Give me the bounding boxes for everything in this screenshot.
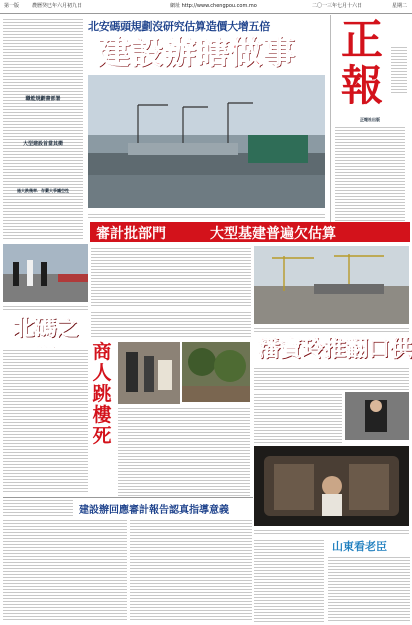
audit-title-a: 審計批部門 <box>96 226 166 242</box>
car-photo <box>254 446 409 526</box>
bottom-intro <box>3 498 73 516</box>
plants-photo <box>182 342 250 402</box>
audit-article-2 <box>91 310 251 338</box>
pan-small-photo <box>345 392 409 440</box>
corner-headline-box <box>328 538 410 552</box>
lead-article-column-1 <box>3 17 83 239</box>
harbor-photo <box>88 75 325 208</box>
corner-article <box>328 555 410 622</box>
publisher-info <box>335 125 405 225</box>
bottom-title: 建設辦回應審計報告認真指導意義 <box>79 505 229 516</box>
pan-title: 潘寶玲推翻口供 <box>258 337 412 362</box>
shang-title: 商人跳樓死 <box>92 341 112 447</box>
subhead-2: 大型建設首當其衝 <box>22 141 63 147</box>
page-number: 第一版 <box>4 3 20 9</box>
construction-photo <box>254 246 409 324</box>
bottom-article-1 <box>3 518 127 622</box>
scene-photo <box>118 342 180 404</box>
officials-caption <box>3 304 88 312</box>
publisher-line: 正報社出版 <box>360 117 380 122</box>
masthead <box>330 15 409 230</box>
logo-side-text <box>391 45 407 95</box>
shang-headline-box <box>91 341 115 447</box>
page-header <box>0 0 412 14</box>
north-headline-box <box>3 314 88 346</box>
subhead-3: 過大跌幾率．存嚴大爭議空性 <box>17 188 69 193</box>
north-title: 北碼之 <box>12 316 79 341</box>
pan-headline-box <box>254 336 412 364</box>
pan-article-top <box>254 366 409 390</box>
website: 網址 http://www.chengpou.com.mo <box>170 3 257 9</box>
construction-caption <box>254 326 409 332</box>
audit-title-b: 大型基建普遍欠估算 <box>210 226 336 242</box>
corner-article-left <box>254 538 324 622</box>
issue-date: 二〇一三年七月十六日 <box>312 3 363 9</box>
lunar-date: 農曆癸巳年六月初九日 <box>32 3 83 9</box>
car-caption <box>254 528 409 534</box>
lead-title-top: 北安碼頭規劃沒研究估算造價大增五倍 <box>88 20 270 33</box>
subhead-1: 職能規劃書部署 <box>25 96 61 102</box>
corner-title: 山東看老臣 <box>332 540 387 553</box>
north-article <box>3 348 88 493</box>
shang-article <box>118 406 250 496</box>
harbor-caption-text <box>88 212 325 218</box>
weekday: 星期二 <box>392 3 408 9</box>
logo-char-2: 報 <box>341 61 384 110</box>
bottom-article-2 <box>130 518 252 622</box>
pan-article <box>254 392 342 444</box>
audit-headline-band <box>90 222 410 242</box>
logo-char-1: 正 <box>341 15 384 64</box>
officials-photo <box>3 244 88 302</box>
audit-article <box>91 246 251 308</box>
lead-title-main: 建設辦瞎做事 <box>98 33 297 71</box>
